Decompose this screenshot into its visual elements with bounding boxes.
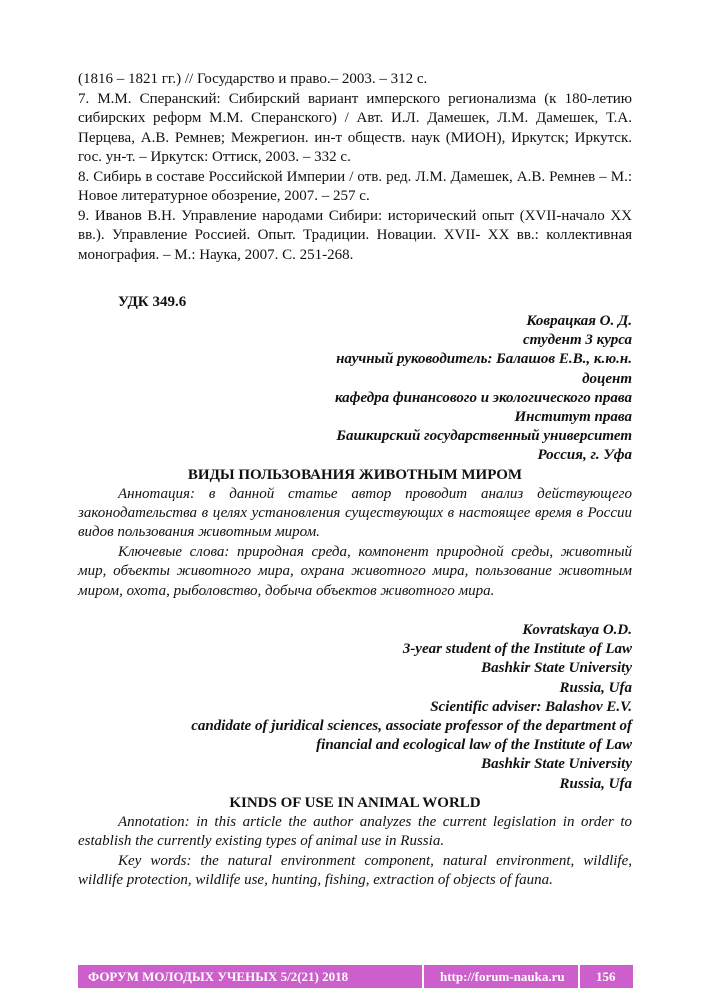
spacer [78, 601, 632, 621]
reference-item: 7. М.М. Сперанский: Сибирский вариант имперского регионализма (к 180-летию сибирских реформ М.М. Сперанского) / Авт. И.Л. Дамешек, Л.М. Дамешек, Т.А. Перцева, А.В. Ремнев; Межрегион. ин-т обществ. наук (МИОН), Иркутск; Иркутск. гос. ун-т. – Иркутск: Оттиск, 2003. – 332 с. [78, 90, 632, 165]
author-line: Коврацкая О. Д. [526, 313, 632, 329]
author-block-ru [78, 312, 632, 466]
footer-divider [578, 965, 580, 988]
author-line: Russia, Ufa [559, 679, 632, 696]
author-line: Bashkir State University [481, 660, 632, 677]
reference-item: 8. Сибирь в составе Российской Империи / отв. ред. Л.М. Дамешек, А.В. Ремнев – М.: Новое литературное обозрение, 2007. – 257 с. [78, 168, 632, 204]
author-line: Scientific adviser: Balashov E.V. [430, 698, 632, 715]
author-line: Башкирский государственный университет [336, 428, 632, 445]
page-number: 156 [596, 969, 616, 984]
author-line: доцент [582, 370, 632, 387]
author-line: кафедра финансового и экологического права [334, 389, 632, 406]
footer-divider [422, 965, 424, 988]
article-title-ru: ВИДЫ ПОЛЬЗОВАНИЯ ЖИВОТНЫМ МИРОМ [187, 466, 523, 483]
author-line: Russia, Ufa [559, 775, 632, 792]
keywords-ru: Ключевые слова: природная среда, компонент природной среды, животный мир, объекты животного мира, охрана животного мира, пользование животным миром, охота, рыболовство, добыча объектов животного мира. [78, 543, 632, 599]
reference-item: 9. Иванов В.Н. Управление народами Сибири: исторический опыт (XVII-начало XX вв.). Управление Россией. Опыт. Традиции. Новации. XVII- XX вв.: коллективная монография. – М.: Наука, 2007. С. 251-268. [78, 207, 632, 263]
page-footer [78, 965, 633, 988]
udk-code: УДК 349.6 [118, 294, 187, 310]
author-line: студент 3 курса [523, 332, 632, 349]
journal-name: ФОРУМ МОЛОДЫХ УЧЕНЫХ 5/2(21) 2018 [88, 969, 349, 984]
author-line: candidate of juridical sciences, associate professor of the department of [191, 718, 632, 735]
author-line: financial and ecological law of the Institute of Law [316, 737, 632, 754]
author-block-en [78, 621, 632, 794]
reference-list [78, 70, 632, 265]
author-line: Bashkir State University [481, 756, 632, 773]
keywords-en: Key words: the natural environment component, natural environment, wildlife, wildlife protection, wildlife use, hunting, fishing, extraction of objects of fauna. [78, 852, 632, 889]
article-title-en: KINDS OF USE IN ANIMAL WORLD [229, 794, 481, 811]
annotation-en: Annotation: in this article the author analyzes the current legislation in order to establish the currently existing types of animal use in Russia. [78, 813, 632, 850]
page-body [78, 70, 632, 891]
annotation-ru: Аннотация: в данной статье автор проводит анализ действующего законодательства в целях установления существующих в настоящее время в России видов пользования животным миром. [78, 485, 632, 541]
reference-item: (1816 – 1821 гг.) // Государство и право.– 2003. – 312 с. [78, 71, 428, 87]
author-line: Институт права [514, 409, 632, 426]
author-line: Kovratskaya O.D. [522, 622, 632, 639]
journal-url-link[interactable]: http://forum-nauka.ru [440, 969, 565, 984]
author-line: Россия, г. Уфа [537, 447, 632, 464]
author-line: научный руководитель: Балашов Е.В., к.ю.н. [336, 351, 632, 368]
author-line: 3-year student of the Institute of Law [402, 641, 632, 658]
